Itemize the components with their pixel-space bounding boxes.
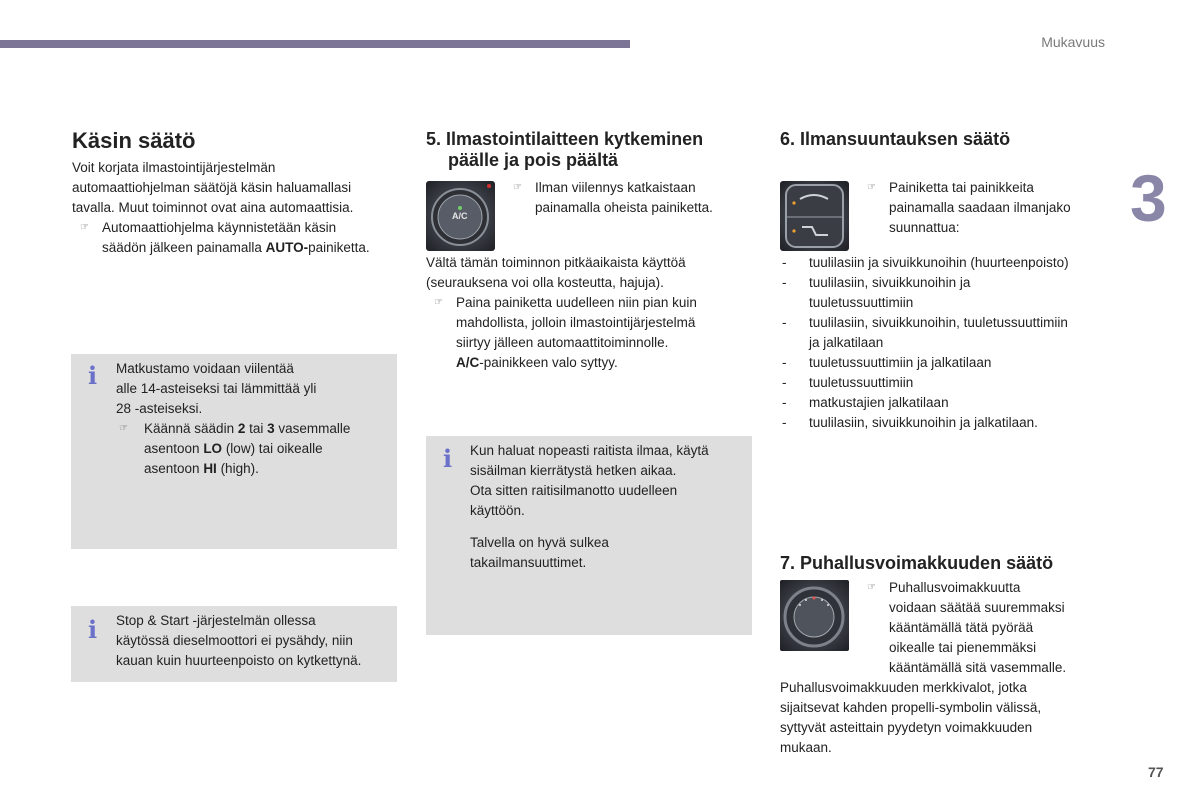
section-title: 5. Ilmastointilaitteen kytkeminen päälle ja pois päältä: [426, 129, 704, 170]
info-box-stop-start: i Stop & Start -järjestelmän ollessa käytössä dieselmoottori ei pysähdy, niin kauan kuin huurteenpoisto on kytkettynä.: [71, 606, 397, 682]
ac-button-photo: [426, 181, 495, 251]
blower-section: [780, 553, 1120, 574]
air-distribution-icon: [780, 181, 849, 251]
blower-paragraph: Puhallusvoimakkuuden merkkivalot, jotka sijaitsevat kahden propelli-symbolin välissä, syttyvät asteittain pyydetyn voimakkuuden mukaan.: [780, 680, 1042, 755]
auto-bullet: ☞ Automaattiohjelma käynnistetään käsin säädön jälkeen painamalla AUTO-painiketta.: [80, 220, 370, 255]
distribution-list: [780, 253, 1120, 433]
ac-on-bullet: ☞ Paina painiketta uudelleen niin pian kuin mahdollista, jolloin ilmastointijärjestelmä siirtyy jälleen automaattitoiminnolle. A/C-painikkeen valo syttyy.: [434, 295, 697, 370]
air-distribution-section: [780, 129, 1120, 150]
info-box-fresh-air: i Kun haluat nopeasti raitista ilmaa, käytä sisäilman kierrätystä hetken aikaa. Ota sitten raitisilmanotto uudelleen käyttöön. Talvella on hyvä sulkea takailmansuuttimet.: [426, 436, 752, 635]
list-item: - tuulilasiin, sivuikkunoihin ja tuuletussuuttimiin: [780, 273, 1120, 313]
ac-switch-section: [426, 129, 756, 171]
chapter-number: 3: [1130, 161, 1167, 235]
section-title: Käsin säätö: [72, 128, 196, 153]
info-icon: i: [443, 444, 453, 473]
ac-label: A/C: [452, 211, 468, 221]
list-item: - tuuletussuuttimiin: [780, 373, 1120, 393]
blower-bullet: ☞ Puhallusvoimakkuutta voidaan säätää suuremmaksi kääntämällä tätä pyörää oikealle tai pienemmäksi kääntämällä sitä vasemmalle.: [867, 580, 1067, 675]
intro-paragraph: Voit korjata ilmastointijärjestelmän automaattiohjelman säätöjä käsin haluamallasi tavalla. Muut toiminnot ovat aina automaattisia.: [72, 160, 354, 215]
info-box-temperature: i Matkustamo voidaan viilentää alle 14-asteiseksi tai lämmittää yli 28 -asteiseksi. ☞ Käännä säädin 2 tai 3 vasemmalle asentoon LO (low) tai oikealle asentoon HI (high).: [71, 354, 397, 549]
section-name: Mukavuus: [1041, 34, 1105, 50]
blower-dial-photo: [780, 580, 849, 651]
section-title: 7. Puhallusvoimakkuuden säätö: [780, 553, 1054, 573]
arrow-icon: ☞: [119, 423, 128, 434]
list-item: - tuuletussuuttimiin ja jalkatilaan: [780, 353, 1120, 373]
list-item: - matkustajien jalkatilaan: [780, 393, 1120, 413]
air-distribution-photo: [780, 181, 849, 251]
info-icon: i: [88, 615, 98, 644]
distribution-bullet: ☞ Painiketta tai painikkeita painamalla saadaan ilmanjako suunnattua:: [867, 180, 1071, 235]
arrow-icon: ☞: [513, 182, 522, 193]
arrow-icon: ☞: [867, 182, 876, 193]
blower-dial-icon: [780, 580, 849, 651]
list-item: - tuulilasiin, sivuikkunoihin, tuuletussuuttimiin ja jalkatilaan: [780, 313, 1120, 353]
header-bar: [0, 40, 630, 48]
arrow-icon: ☞: [80, 222, 89, 233]
page-number: 77: [1148, 764, 1164, 780]
section-title: 6. Ilmansuuntauksen säätö: [780, 129, 1011, 149]
list-item: - tuulilasiin ja sivuikkunoihin (huurteenpoisto): [780, 253, 1120, 273]
ac-off-bullet: ☞ Ilman viilennys katkaistaan painamalla oheista painiketta.: [513, 180, 713, 215]
manual-adjustment-section: [72, 128, 402, 258]
info-icon: i: [88, 361, 98, 390]
arrow-icon: ☞: [867, 582, 876, 593]
list-item: - tuulilasiin, sivuikkunoihin ja jalkatilaan.: [780, 413, 1120, 433]
warning-paragraph: Vältä tämän toiminnon pitkäaikaista käyttöä (seurauksena voi olla kosteutta, hajuja).: [426, 255, 686, 290]
arrow-icon: ☞: [434, 297, 443, 308]
